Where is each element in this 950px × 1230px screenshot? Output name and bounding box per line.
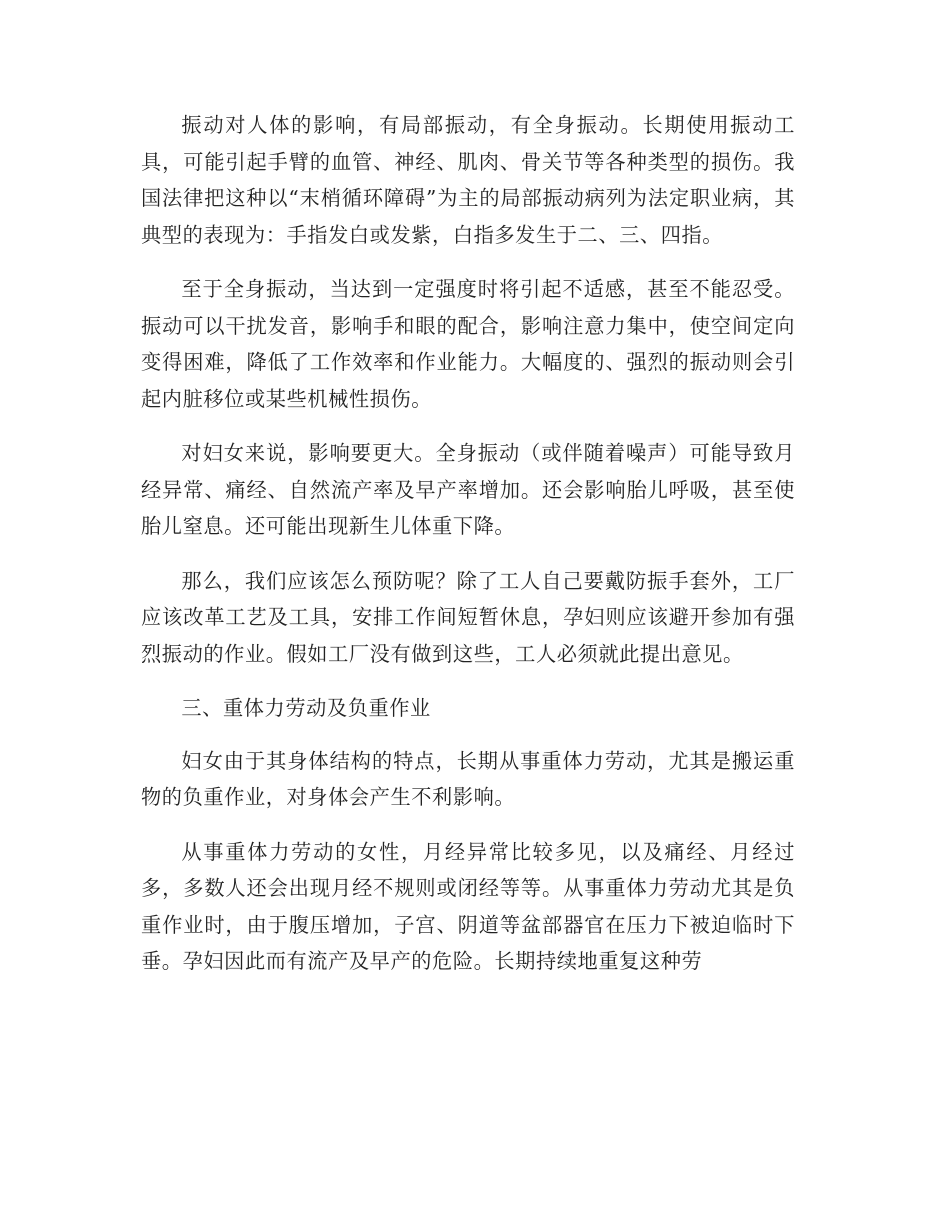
paragraph-prevention: 那么，我们应该怎么预防呢？除了工人自己要戴防振手套外，工厂应该改革工艺及工具，安排工作间短暂休息，孕妇则应该避开参加有强烈振动的作业。假如工厂没有做到这些，工人必须就此提出意见。	[141, 568, 795, 666]
paragraph-whole-body-vibration: 至于全身振动，当达到一定强度时将引起不适感，甚至不能忍受。振动可以干扰发音，影响手和眼的配合，影响注意力集中，使空间定向变得困难，降低了工作效率和作业能力。大幅度的、强烈的振动则会引起内脏移位或某些机械性损伤。	[141, 277, 795, 411]
section-heading-heavy-labor: 三、重体力劳动及负重作业	[181, 696, 431, 720]
paragraph-heavy-labor-effects: 从事重体力劳动的女性，月经异常比较多见，以及痛经、月经过多，多数人还会出现月经不规则或闭经等等。从事重体力劳动尤其是负重作业时，由于腹压增加，子宫、阴道等盆部器官在压力下被迫临时下垂。孕妇因此而有流产及早产的危险。长期持续地重复这种劳	[141, 839, 795, 973]
paragraph-local-vibration: 振动对人体的影响，有局部振动，有全身振动。长期使用振动工具，可能引起手臂的血管、神经、肌肉、骨关节等各种类型的损伤。我国法律把这种以“末梢循环障碍”为主的局部振动病列为法定职业病，其典型的表现为：手指发白或发紫，白指多发生于二、三、四指。	[141, 113, 795, 247]
paragraph-heavy-labor-intro: 妇女由于其身体结构的特点，长期从事重体力劳动，尤其是搬运重物的负重作业，对身体会产生不利影响。	[141, 748, 795, 809]
paragraph-effects-on-women: 对妇女来说，影响要更大。全身振动（或伴随着噪声）可能导致月经异常、痛经、自然流产率及早产率增加。还会影响胎儿呼吸，甚至使胎儿窒息。还可能出现新生儿体重下降。	[141, 441, 795, 538]
document-body	[141, 107, 795, 998]
